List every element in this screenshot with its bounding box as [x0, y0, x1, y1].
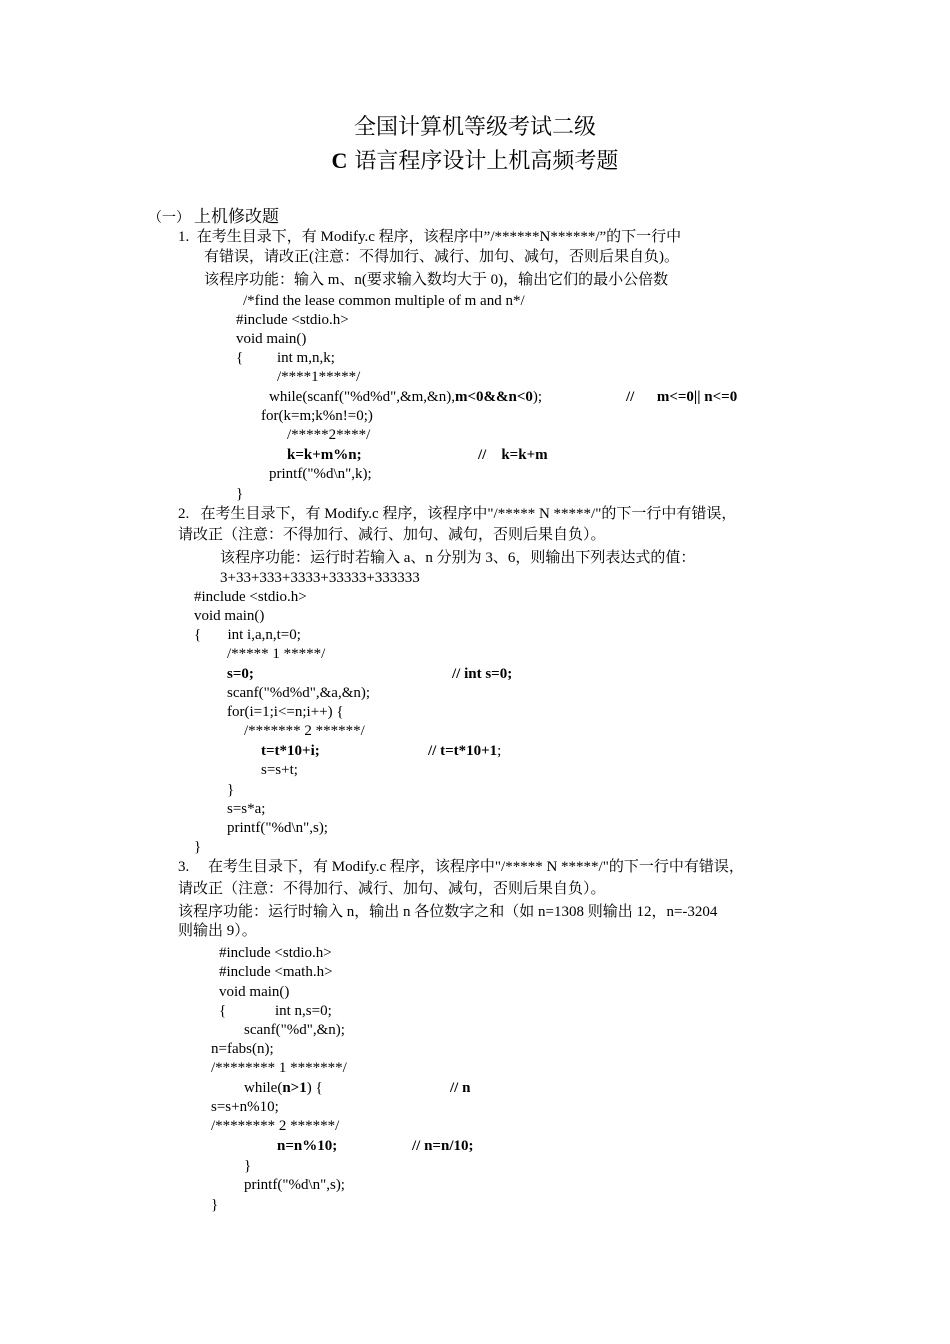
- section-prefix: （一）: [148, 211, 190, 226]
- q3-while-start: while(: [244, 1080, 283, 1096]
- q2-code-marker2: /******* 2 ******/: [244, 723, 365, 739]
- q3-error2-text: n=n%10;: [277, 1138, 338, 1154]
- q3-fix2: [412, 1137, 473, 1156]
- q3-code-printf: printf("%d\n",s);: [244, 1177, 345, 1193]
- q3-code-while: [244, 1079, 323, 1098]
- q2-code-close-for: }: [227, 782, 235, 798]
- q2-code-main: void main(): [194, 608, 265, 624]
- document-title-line1: 全国计算机等级考试二级: [353, 115, 596, 140]
- q3-fix1: [450, 1079, 470, 1098]
- q1-code-printf: printf("%d\n",k);: [269, 466, 372, 482]
- q1-code-comment: /*find the lease common multiple of m and n*/: [243, 293, 525, 309]
- q3-line3: 该程序功能：运行时输入 n，输出 n 各位数字之和（如 n=1308 则输出 12，n=-3204: [178, 904, 718, 920]
- q2-code-include: #include <stdio.h>: [194, 589, 307, 605]
- q1-fix1-text: // m<=0|| n<=0: [626, 389, 738, 405]
- q1-error2-text: k=k+m%n;: [287, 447, 362, 463]
- title-c-letter: C: [331, 148, 348, 173]
- q2-code-printf: printf("%d\n",s);: [227, 820, 328, 836]
- q1-code-close: }: [236, 486, 244, 502]
- q2-code-decl: { int i,a,n,t=0;: [194, 627, 301, 643]
- section-heading: [148, 202, 279, 227]
- section-heading-text: 上机修改题: [194, 207, 279, 227]
- q2-code-close: }: [194, 839, 202, 855]
- q1-fix2-text: // k=k+m: [478, 447, 548, 463]
- q2-line1: 2. 在考生目录下，有 Modify.c 程序，该程序中"/***** N *****/"的下一行中有错误，: [178, 506, 737, 522]
- q3-fix2-text: // n=n/10;: [412, 1138, 474, 1154]
- q2-code-mult: s=s*a;: [227, 801, 266, 817]
- q1-code-decl: { int m,n,k;: [236, 350, 335, 366]
- q3-code-sum: s=s+n%10;: [211, 1099, 279, 1115]
- q1-code-main: void main(): [236, 331, 307, 347]
- q1-error-condition: m<0&&n<0: [454, 389, 533, 405]
- q2-fix2-semicolon: ;: [497, 743, 502, 759]
- q1-code-include: #include <stdio.h>: [236, 312, 349, 328]
- q1-code-marker2: /*****2****/: [287, 427, 371, 443]
- q2-fix2: [428, 742, 501, 761]
- q1-error2: [287, 446, 362, 465]
- q3-code-include1: #include <stdio.h>: [219, 945, 332, 961]
- q3-fix1-text: // n: [450, 1080, 471, 1096]
- q1-line2: 有错误，请改正(注意：不得加行、减行、加句、减句，否则后果自负)。: [204, 249, 679, 265]
- q1-code-for: for(k=m;k%n!=0;): [261, 408, 373, 424]
- q2-line4: 3+33+333+3333+33333+333333: [220, 570, 420, 586]
- q2-fix1-text: // int s=0;: [452, 666, 513, 682]
- q3-code-main: void main(): [219, 984, 290, 1000]
- q3-code-decl: { int n,s=0;: [219, 1003, 332, 1019]
- q3-code-close-while: }: [244, 1158, 252, 1174]
- q3-error1-text: n>1: [282, 1080, 307, 1096]
- q2-code-marker1: /***** 1 *****/: [227, 646, 326, 662]
- q2-line3: 该程序功能：运行时若输入 a、n 分别为 3、6，则输出下列表达式的值：: [220, 550, 696, 566]
- title-line2-text: 语言程序设计上机高频考题: [347, 149, 619, 174]
- q3-while-end: ) {: [306, 1080, 323, 1096]
- q1-code-while: [269, 388, 542, 407]
- q1-code-marker1: /****1*****/: [277, 369, 361, 385]
- q2-error2: [261, 742, 320, 761]
- q1-fix2: [478, 446, 548, 465]
- q2-error1: [227, 665, 254, 684]
- q3-error2: [277, 1137, 337, 1156]
- q3-code-scanf: scanf("%d",&n);: [244, 1022, 345, 1038]
- q1-line1: 1. 在考生目录下，有 Modify.c 程序，该程序中”/******N******/”的下一行中: [178, 229, 682, 245]
- q2-code-sum: s=s+t;: [261, 762, 298, 778]
- q2-fix1: [452, 665, 512, 684]
- q3-code-marker2: /******** 2 ******/: [211, 1118, 340, 1134]
- q3-line2: 请改正（注意：不得加行、减行、加句、减句，否则后果自负）。: [178, 881, 606, 897]
- q3-line1: 3. 在考生目录下，有 Modify.c 程序，该程序中"/***** N *****/"的下一行中有错误，: [178, 859, 744, 875]
- q1-line3: 该程序功能：输入 m、n(要求输入数均大于 0)，输出它们的最小公倍数: [204, 272, 669, 288]
- q3-code-marker1: /******** 1 *******/: [211, 1060, 347, 1076]
- q3-code-close: }: [211, 1197, 219, 1213]
- document-title-line2: [0, 144, 950, 175]
- q3-code-include2: #include <math.h>: [219, 964, 333, 980]
- q2-error2-text: t=t*10+i;: [261, 743, 320, 759]
- q1-while-start: while(scanf("%d%d",&m,&n),: [269, 389, 455, 405]
- q2-code-for: for(i=1;i<=n;i++) {: [227, 704, 344, 720]
- q1-while-end: );: [532, 389, 543, 405]
- q2-error1-text: s=0;: [227, 666, 254, 682]
- q3-line4: 则输出 9）。: [178, 923, 257, 939]
- q2-code-scanf: scanf("%d%d",&a,&n);: [227, 685, 371, 701]
- q1-fix1: [626, 388, 737, 407]
- q2-line2: 请改正（注意：不得加行、减行、加句、减句，否则后果自负）。: [178, 527, 606, 543]
- q3-code-fabs: n=fabs(n);: [211, 1041, 274, 1057]
- q2-fix2-text: // t=t*10+1: [428, 743, 498, 759]
